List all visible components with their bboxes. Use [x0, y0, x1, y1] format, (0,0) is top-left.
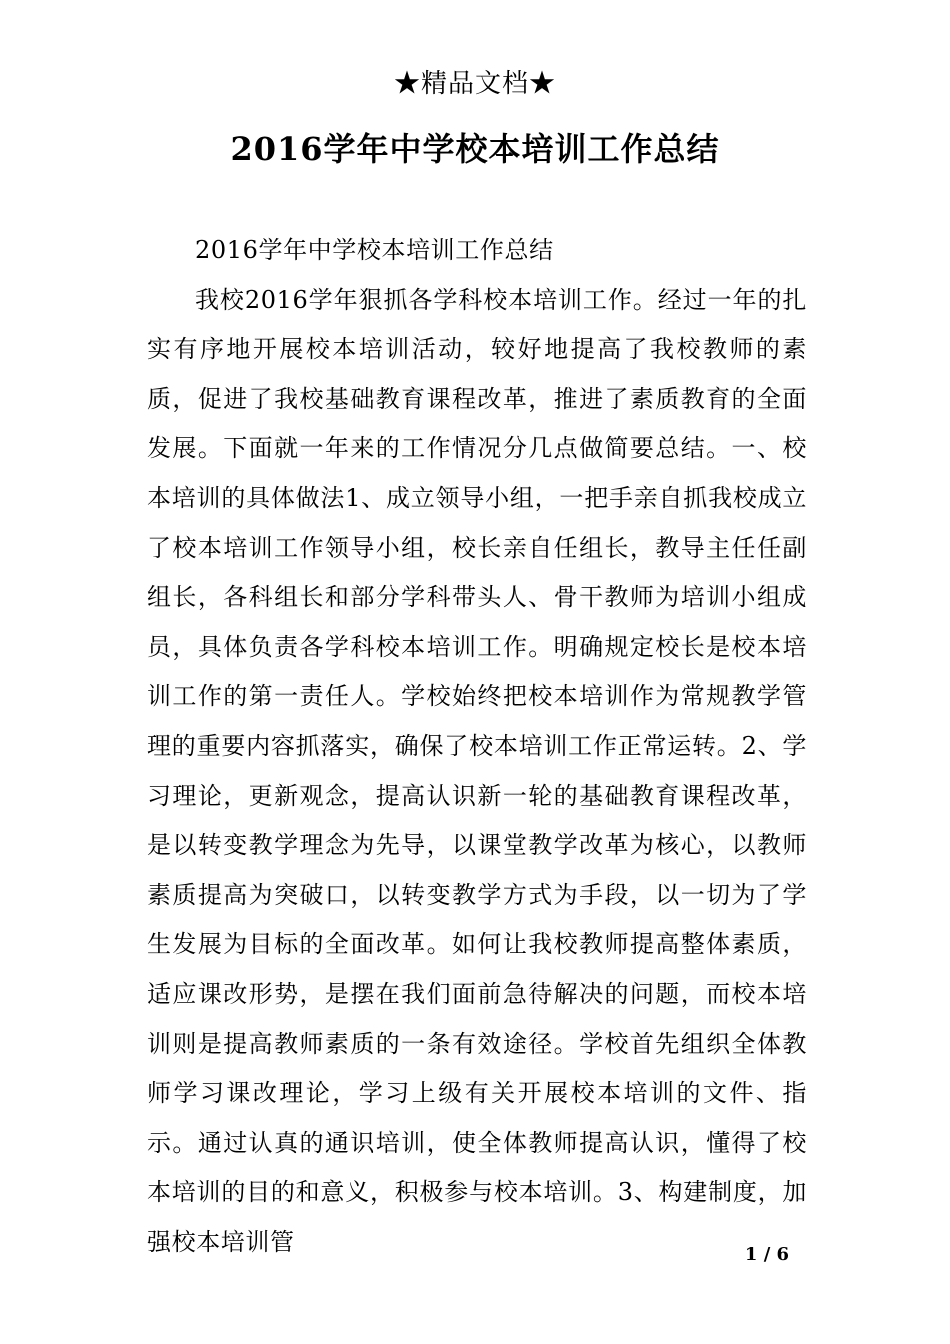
document-body [147, 226, 807, 1267]
page-number: 1 / 6 [744, 1244, 790, 1265]
header-mark: ★精品文档★ [393, 69, 556, 99]
document-title: 2016学年中学校本培训工作总结 [230, 130, 720, 168]
body-paragraph-subtitle: 2016学年中学校本培训工作总结 [195, 236, 554, 264]
body-paragraph-main: 我校2016学年狠抓各学科校本培训工作。经过一年的扎实有序地开展校本培训活动，较好地提高了我校教师的素质，促进了我校基础教育课程改革，推进了素质教育的全面发展。下面就一年来的工作情况分几点做简要总结。一、校本培训的具体做法1、成立领导小组，一把手亲自抓我校成立了校本培训工作领导小组，校长亲自任组长，教导主任任副组长，各科组长和部分学科带头人、骨干教师为培训小组成员，具体负责各学科校本培训工作。明确规定校长是校本培训工作的第一责任人。学校始终把校本培训作为常规教学管理的重要内容抓落实，确保了校本培训工作正常运转。2、学习理论，更新观念，提高认识新一轮的基础教育课程改革，是以转变教学理念为先导，以课堂教学改革为核心，以教师素质提高为突破口，以转变教学方式为手段，以一切为了学生发展为目标的全面改革。如何让我校教师提高整体素质，适应课改形势，是摆在我们面前急待解决的问题，而校本培训则是提高教师素质的一条有效途径。学校首先组织全体教师学习课改理论，学习上级有关开展校本培训的文件、指示。通过认真的通识培训，使全体教师提高认识，懂得了校本培训的目的和意义，积极参与校本培训。3、构建制度，加强校本培训管 [147, 285, 807, 1256]
